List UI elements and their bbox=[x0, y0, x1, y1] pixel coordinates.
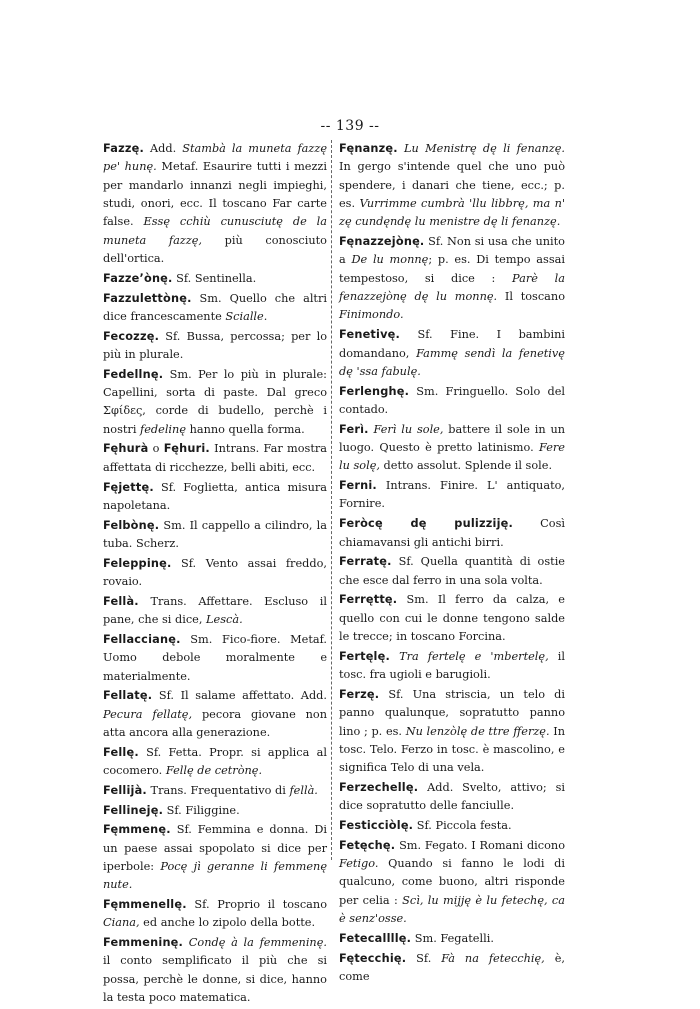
dictionary-entry bbox=[339, 515, 565, 552]
dictionary-entry bbox=[103, 290, 327, 327]
entry-headword: Fedellnę. bbox=[103, 367, 164, 381]
entry-text: Sf. Vento assai freddo, rovaio. bbox=[103, 556, 327, 589]
dictionary-entry bbox=[339, 950, 565, 987]
entry-headword: Fazzeʼònę. bbox=[103, 271, 173, 285]
right-column bbox=[339, 140, 565, 988]
entry-text: Sf. Quella quantità di ostie che esce dal ferro in una sola volta. bbox=[339, 555, 565, 587]
entry-example: Condę à la femmeninę. bbox=[188, 936, 327, 950]
entry-headword: Fazzulettònę. bbox=[103, 291, 192, 305]
entry-headword: Ferratę. bbox=[339, 555, 392, 569]
entry-text: In tosc. Telo. Ferzo in tosc. è mascolino, e significa Telo di una vela. bbox=[339, 724, 565, 775]
entry-text: Sm. Per lo più in plurale: Capellini, sorta di paste. Dal greco Σφίδες, corde di budello, perchè i nostri bbox=[103, 367, 327, 436]
entry-text: pecora giovane non atta ancora alla generazione. bbox=[103, 707, 327, 739]
entry-headword: Ferni. bbox=[339, 479, 377, 493]
entry-text: Sf. Una striscia, un telo di panno qualunque, sopratutto panno lino ; p. es. bbox=[339, 687, 565, 738]
entry-example: Parè la fenazzejònę dę lu monnę. bbox=[339, 271, 566, 304]
entry-example: Nu lenzòlę de ttre fferzę. bbox=[405, 724, 550, 738]
entry-headword: Fellę. bbox=[103, 745, 139, 759]
entry-text: In gergo s'intende quel che uno può spendere, i danari che tiene, ecc.; p. es. bbox=[339, 160, 565, 211]
entry-example: fedelinę bbox=[140, 422, 187, 436]
entry-example: Ferì lu sole, bbox=[373, 422, 444, 436]
entry-headword: Festicciòlę. bbox=[339, 819, 414, 833]
entry-text: Sm. Quello che altri dice francescamente bbox=[103, 291, 327, 323]
dictionary-entry bbox=[339, 383, 565, 420]
entry-headword: Fazzę. bbox=[103, 142, 144, 155]
dictionary-entry bbox=[103, 896, 327, 933]
dictionary-entry bbox=[339, 477, 565, 514]
entry-text: Trans. Affettare. Escluso il pane, che si dice, bbox=[103, 594, 327, 627]
dictionary-entry bbox=[103, 821, 327, 894]
entry-text: Sf. Il salame affettato. Add. bbox=[152, 689, 327, 703]
entry-text: Sf. Sentinella. bbox=[172, 271, 257, 285]
dictionary-entry bbox=[103, 479, 327, 516]
entry-text: Il toscano bbox=[497, 290, 565, 304]
entry-headword: Fęmmenellę. bbox=[103, 898, 187, 911]
entry-headword: Fęhurà bbox=[103, 442, 149, 456]
entry-example: fellà. bbox=[289, 783, 318, 797]
dictionary-entry bbox=[103, 270, 327, 288]
entry-text: Sf. Fetta. Propr. si applica al cocomero. bbox=[103, 745, 327, 778]
dictionary-entry bbox=[339, 648, 565, 685]
entry-headword: Fetęchę. bbox=[339, 838, 396, 852]
entry-text: più conosciuto dell'ortica. bbox=[103, 233, 327, 266]
entry-example: Fammę sendì la fenetivę dę 'ssa fabulę. bbox=[339, 346, 565, 378]
entry-text: Sf. bbox=[406, 951, 442, 965]
dictionary-entry bbox=[339, 930, 565, 948]
entry-headword: Felbònę. bbox=[103, 518, 160, 532]
column-divider bbox=[331, 140, 332, 860]
entry-text: Sf. Bussa, percossa; per lo più in plurale. bbox=[103, 329, 327, 361]
dictionary-entry bbox=[339, 779, 565, 816]
entry-text: Intrans. Far mostra affettata di ricchezze, belli abiti, ecc. bbox=[103, 442, 328, 474]
entry-text: Sf. Filiggine. bbox=[163, 803, 240, 817]
dictionary-entry bbox=[339, 686, 565, 778]
entry-headword: Fęmmenę. bbox=[103, 823, 171, 837]
entry-headword: Fecozzę. bbox=[103, 329, 160, 343]
entry-headword: Femmeninę. bbox=[103, 936, 184, 950]
entry-headword: Ferzechellę. bbox=[339, 780, 419, 794]
entry-text: battere il sole in un luogo. Questo è pretto latinismo. bbox=[339, 422, 566, 455]
entry-text: Sm. Fringuello. Solo del contado. bbox=[339, 384, 565, 416]
entry-text: Trans. Frequentativo di bbox=[146, 783, 290, 797]
entry-headword: Fęnanzę. bbox=[339, 142, 398, 155]
dictionary-entry bbox=[103, 366, 327, 439]
entry-text: Intrans. Finire. L' antiquato, Fornire. bbox=[339, 479, 565, 511]
entry-text: Sm. Il ferro da calza, e quello con cui le donne tengono salde le trecce; in toscano Forcina. bbox=[339, 593, 565, 644]
entry-headword: Fellaccianę. bbox=[103, 632, 181, 646]
dictionary-entry bbox=[339, 140, 565, 232]
entry-example: Ciana, bbox=[103, 916, 140, 930]
dictionary-entry bbox=[103, 934, 327, 1007]
entry-example: Stambà la muneta fazzę pe' hunę. bbox=[103, 142, 327, 174]
entry-text: Sm. Fegato. I Romani dicono bbox=[395, 838, 565, 852]
entry-example: Fellę de cetrònę. bbox=[165, 764, 263, 778]
entry-text: Sf. Fine. I bambini domandano, bbox=[339, 328, 565, 360]
entry-example: Essę cchiù cunusciutę de la muneta fazzę, bbox=[103, 215, 327, 247]
entry-example: Lescà. bbox=[206, 613, 243, 627]
dictionary-entry bbox=[103, 140, 327, 268]
entry-headword: Fęjettę. bbox=[103, 480, 154, 494]
dictionary-entry bbox=[339, 817, 565, 835]
entry-text: Sm. Il cappello a cilindro, la tuba. Scherz. bbox=[103, 518, 327, 550]
entry-headword: Fęnazzejònę. bbox=[339, 235, 425, 249]
entry-example: Tra fertelę e 'mbertelę, bbox=[399, 649, 549, 663]
entry-headword: Fellineję. bbox=[103, 803, 164, 817]
entry-example: Pecura fellatę, bbox=[103, 707, 193, 721]
entry-example: Pocę jì geranne li femmenę nute. bbox=[103, 859, 327, 892]
dictionary-entry bbox=[103, 802, 327, 820]
entry-headword: Ferlenghę. bbox=[339, 384, 410, 398]
entry-text: Sf. Femmina e donna. Di un paese assai spopolato si dice per iperbole: bbox=[103, 823, 327, 873]
entry-text: è, come bbox=[339, 951, 565, 983]
entry-example: Fà na fetecchię, bbox=[441, 951, 545, 965]
entry-headword: Ferzę. bbox=[339, 687, 380, 701]
entry-text: Add. bbox=[143, 142, 183, 155]
dictionary-entry bbox=[103, 517, 327, 554]
entry-example: Finimondo. bbox=[339, 308, 404, 322]
entry-headword: Fęhuri. bbox=[163, 442, 210, 456]
entry-example: Fere lu solę, bbox=[339, 441, 565, 473]
entry-text: hanno quella forma. bbox=[186, 422, 305, 436]
entry-headword: Fertęlę. bbox=[339, 649, 390, 663]
entry-headword: Fętecchię. bbox=[339, 951, 407, 965]
entry-text: Sf. Non si usa che unito a bbox=[339, 235, 565, 267]
dictionary-entry bbox=[103, 631, 327, 686]
dictionary-entry bbox=[103, 782, 327, 800]
entry-text: Sf. Foglietta, antica misura napoletana. bbox=[103, 480, 327, 512]
dictionary-entry bbox=[339, 421, 565, 476]
entry-text: ; p. es. Di tempo assai tempestoso, si dice : bbox=[339, 253, 565, 285]
dictionary-entry bbox=[339, 837, 565, 929]
dictionary-entry bbox=[339, 553, 565, 590]
dictionary-entry bbox=[339, 233, 565, 325]
entry-example: De lu monnę bbox=[351, 253, 429, 267]
dictionary-entry bbox=[339, 326, 565, 381]
entry-example: Fetigo. bbox=[339, 857, 379, 871]
entry-example: Lu Menistrę dę li fenanzę. bbox=[404, 142, 566, 155]
dictionary-entry bbox=[103, 440, 327, 477]
entry-text: ed anche lo zipolo della botte. bbox=[139, 916, 316, 930]
entry-headword: Fenetivę. bbox=[339, 328, 401, 342]
entry-text: detto assolut. Splende il sole. bbox=[379, 459, 553, 473]
entry-text: Sf. Piccola festa. bbox=[413, 819, 512, 833]
entry-text bbox=[390, 650, 399, 663]
entry-text: il conto semplificato il più che si possa, perchè le donne, si dice, hanno la testa poco matematica. bbox=[103, 954, 327, 1005]
entry-example: Vurrimme cumbrà 'llu libbrę, ma n' zę cundęndę lu menistre dę li fenanzę. bbox=[339, 197, 565, 229]
entry-headword: Ferì. bbox=[339, 422, 369, 436]
entry-text: Sf. Proprio il toscano bbox=[186, 898, 327, 911]
entry-text: il tosc. fra ugioli e barugioli. bbox=[339, 649, 565, 682]
entry-text: Quando si fanno le lodi di qualcuno, come buono, altri risponde per celia : bbox=[339, 857, 565, 907]
dictionary-entry bbox=[103, 593, 327, 630]
entry-text: Sm. Fegatelli. bbox=[411, 931, 494, 945]
entry-text: Così chiamavansi gli antichi birri. bbox=[339, 517, 565, 549]
entry-headword: Ferręttę. bbox=[339, 593, 398, 607]
page-number: -- 139 -- bbox=[320, 118, 380, 134]
entry-headword: Fetecallllę. bbox=[339, 931, 412, 945]
dictionary-entry bbox=[339, 591, 565, 646]
left-column bbox=[103, 140, 327, 1009]
entry-text: o bbox=[148, 442, 164, 456]
entry-text: Metaf. Esaurire tutti i mezzi per mandarlo innanzi negli impieghi, studi, onori, ecc. Il toscano Far carte false. bbox=[103, 160, 328, 229]
entry-text: Add. Svelto, attivo; si dice sopratutto delle fanciulle. bbox=[339, 780, 565, 813]
entry-headword: Feleppinę. bbox=[103, 556, 172, 570]
dictionary-entry bbox=[103, 555, 327, 592]
dictionary-entry bbox=[103, 328, 327, 365]
entry-example: Scì, lu mijję è lu fetechę, ca è senz'osse. bbox=[339, 893, 565, 926]
entry-text: Sm. Fico-fiore. Metaf. Uomo debole moralmente e materialmente. bbox=[103, 632, 327, 683]
entry-headword: Fellatę. bbox=[103, 689, 153, 703]
entry-example: Scialle. bbox=[225, 309, 268, 323]
entry-headword: Fellà. bbox=[103, 594, 139, 608]
dictionary-entry bbox=[103, 744, 327, 781]
entry-headword: Feròcę dę pulizziję. bbox=[339, 517, 514, 531]
dictionary-entry bbox=[103, 687, 327, 742]
entry-headword: Fellijà. bbox=[103, 783, 147, 797]
